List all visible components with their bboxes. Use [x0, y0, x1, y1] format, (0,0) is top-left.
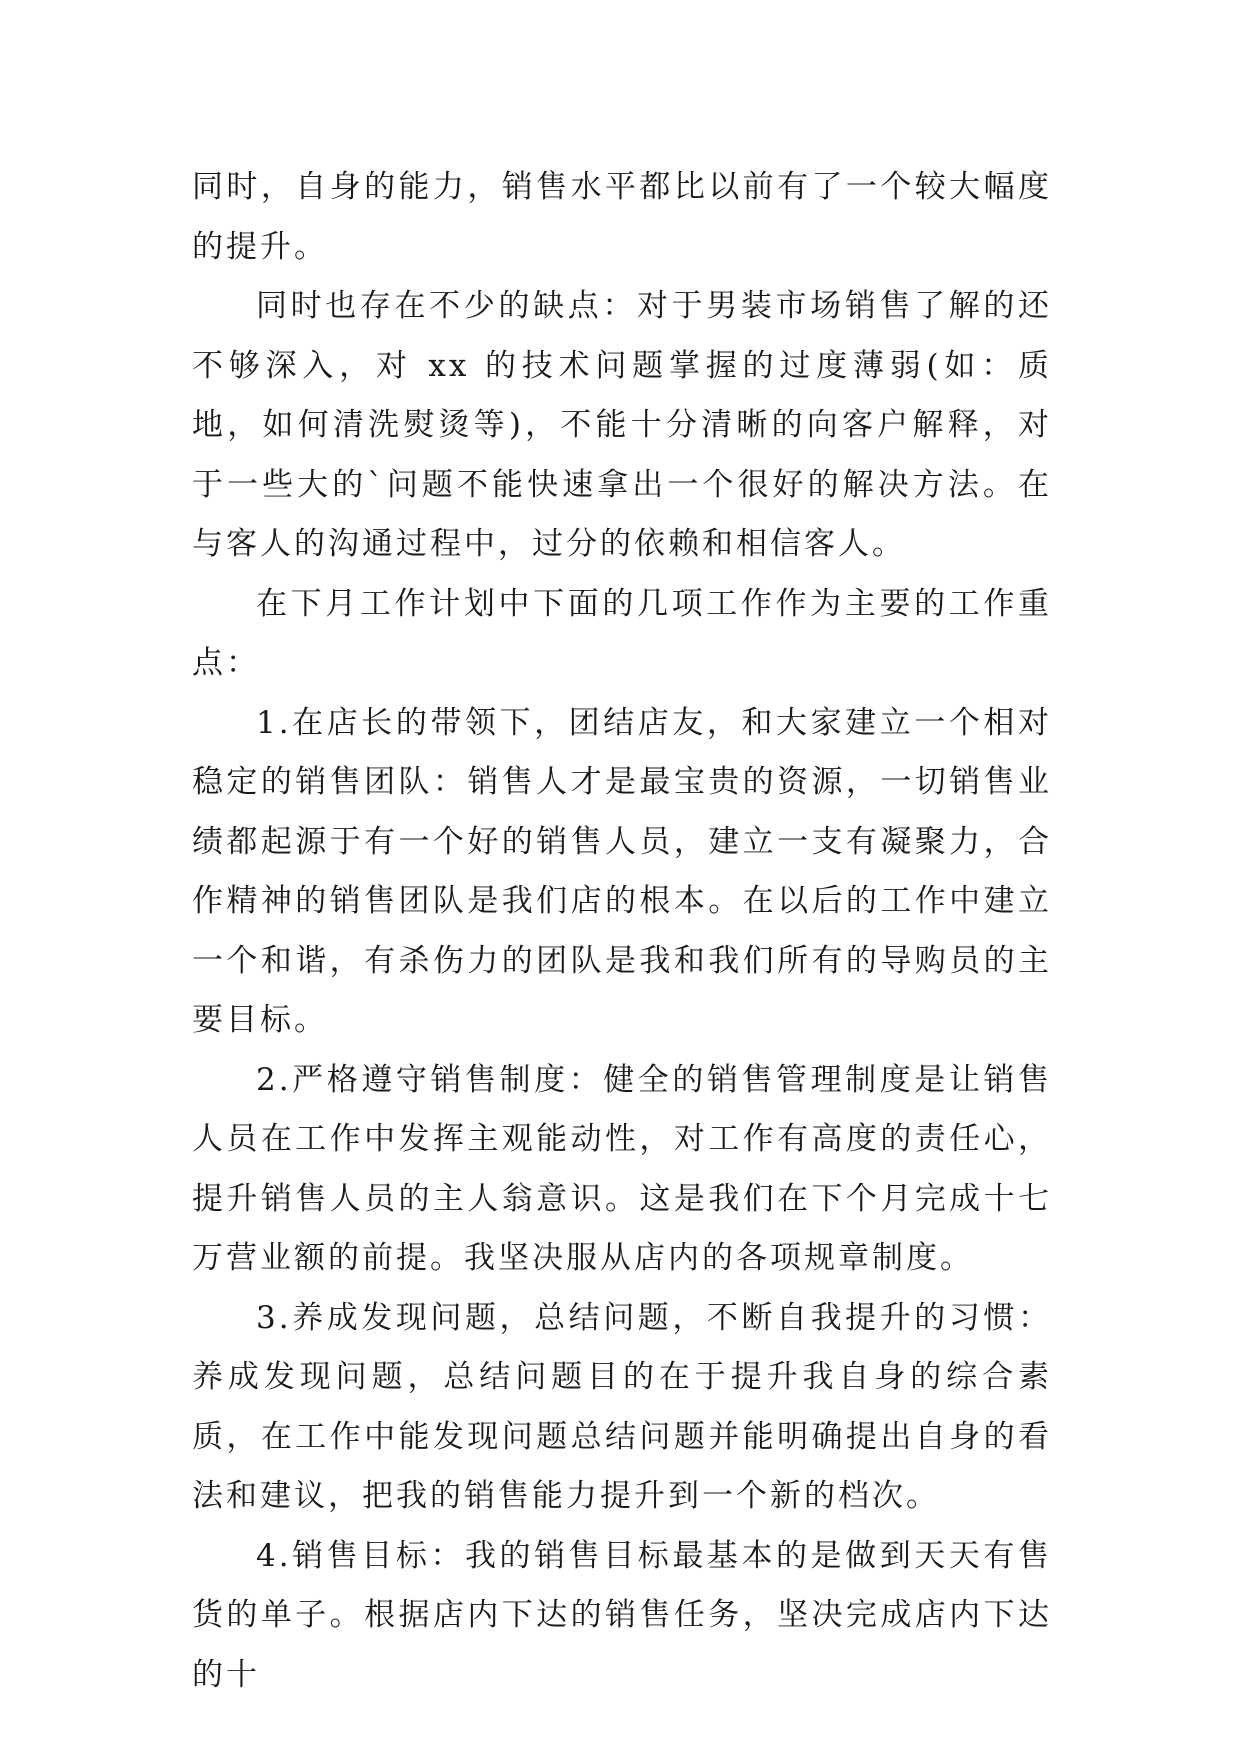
paragraph-continuation: 同时，自身的能力，销售水平都比以前有了一个较大幅度的提升。	[192, 169, 1052, 265]
paragraph-item-2: 2.严格遵守销售制度：健全的销售管理制度是让销售人员在工作中发挥主观能动性，对工作有高度的责任心，提升销售人员的主人翁意识。这是我们在下个月完成十七万营业额的前提。我坚决服从店内的各项规章制度。	[192, 1061, 1052, 1276]
paragraph-item-4: 4.销售目标：我的销售目标最基本的是做到天天有售货的单子。根据店内下达的销售任务，坚决完成店内下达的十	[192, 1537, 1052, 1693]
paragraph-shortcomings: 同时也存在不少的缺点：对于男装市场销售了解的还不够深入，对 xx 的技术问题掌握的过度薄弱(如：质地，如何清洗熨烫等)，不能十分清晰的向客户解释，对于一些大的`问题不能快速拿出一个很好的解决方法。在与客人的沟通过程中，过分的依赖和相信客人。	[192, 288, 1052, 562]
paragraph-item-1: 1.在店长的带领下，团结店友，和大家建立一个相对稳定的销售团队：销售人才是最宝贵的资源，一切销售业绩都起源于有一个好的销售人员，建立一支有凝聚力，合作精神的销售团队是我们店的根本。在以后的工作中建立一个和谐，有杀伤力的团队是我和我们所有的导购员的主要目标。	[192, 704, 1052, 1038]
paragraph-item-3: 3.养成发现问题，总结问题，不断自我提升的习惯：养成发现问题，总结问题目的在于提升我自身的综合素质，在工作中能发现问题总结问题并能明确提出自身的看法和建议，把我的销售能力提升到一个新的档次。	[192, 1299, 1052, 1514]
body-text	[192, 158, 1052, 1705]
paragraph-plan-intro: 在下月工作计划中下面的几项工作作为主要的工作重点：	[192, 585, 1052, 681]
